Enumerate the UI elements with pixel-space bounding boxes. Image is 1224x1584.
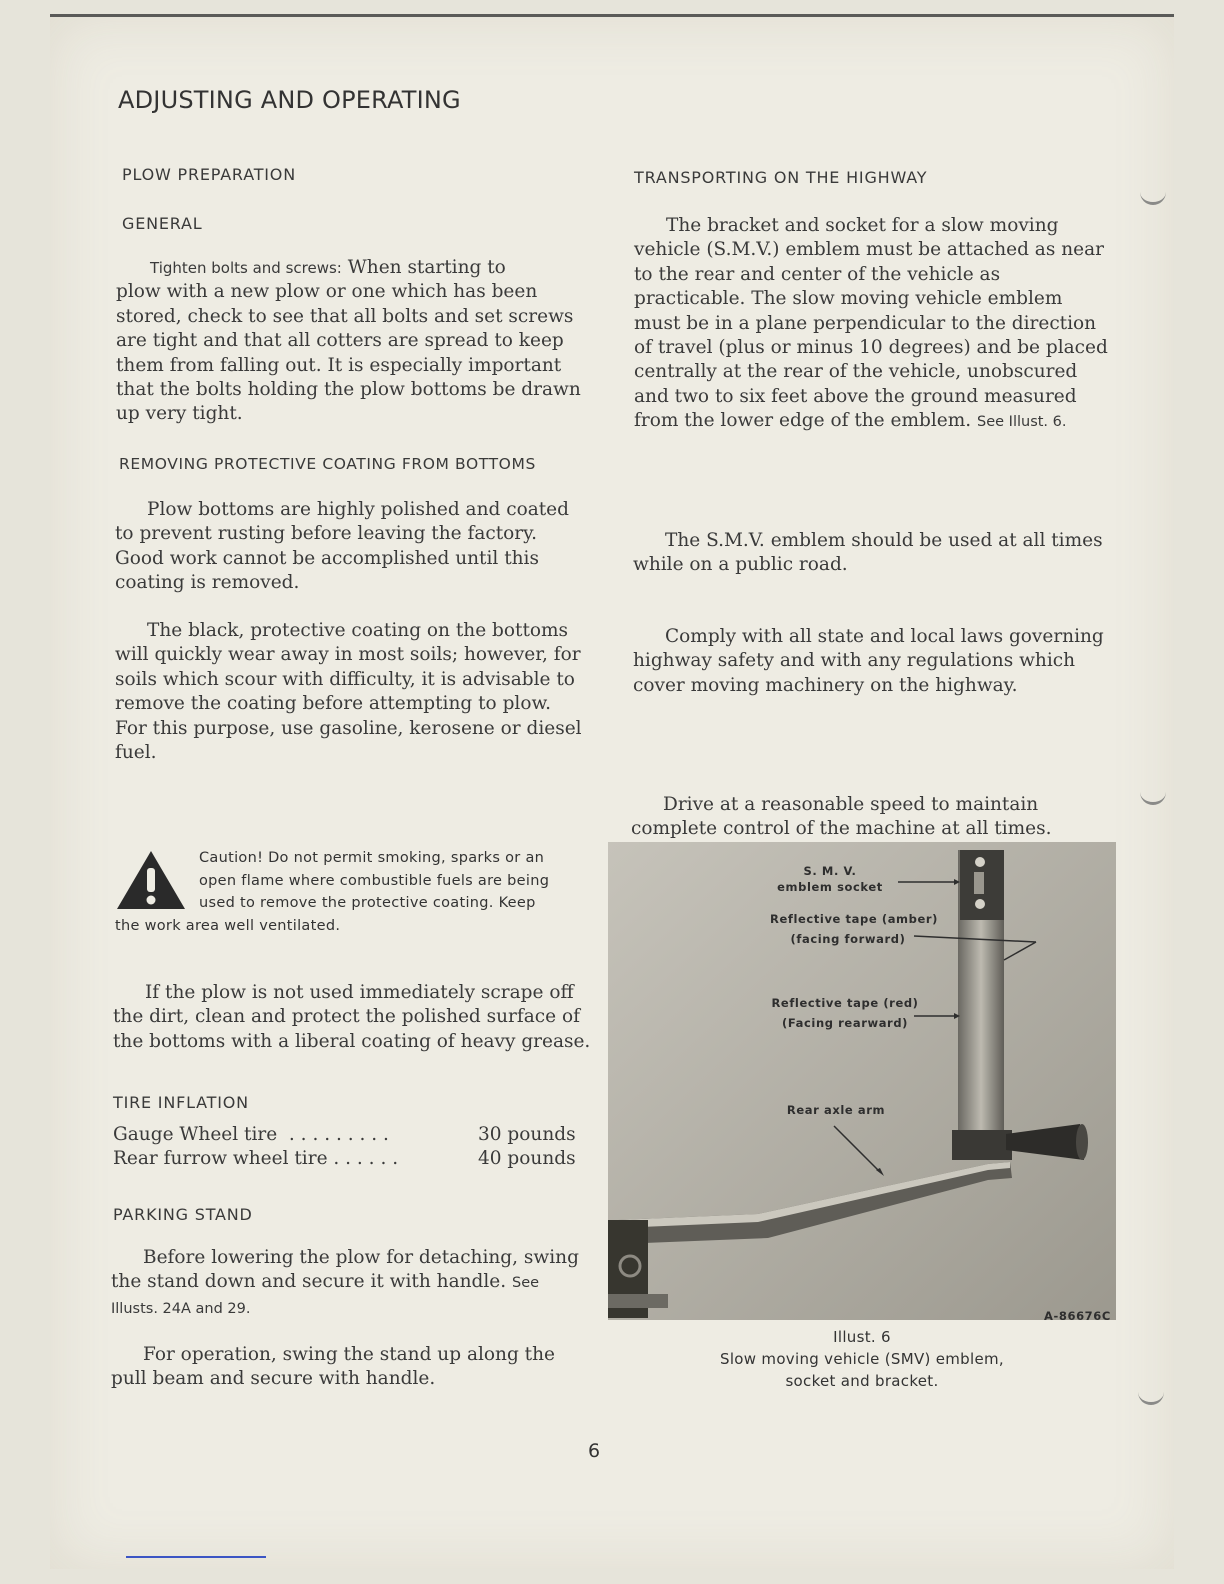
red-tape-label: Reflective tape (red)	[771, 996, 919, 1010]
parking-text: Before lowering the plow for detaching, swing the stand down and secure it with handle.	[111, 1247, 579, 1293]
smv-photo	[608, 842, 1116, 1320]
caution-line: open flame where combustible fuels are being	[199, 872, 550, 889]
amber-tape-label: Reflective tape (amber)	[769, 912, 939, 926]
tire-label: Rear furrow wheel tire . . . . . .	[113, 1148, 399, 1169]
red-tape-label: (Facing rearward)	[781, 1016, 909, 1030]
parking-paragraph-1	[111, 1246, 581, 1321]
caution-line: the work area well ventilated.	[115, 917, 341, 934]
smv-socket-label: emblem socket	[777, 880, 883, 894]
tire-row	[113, 1148, 583, 1172]
removing-paragraph-2: The black, protective coating on the bottoms will quickly wear away in most soils; however, for soils which scour with difficulty, it is advisable to remove the coating before attempting to plow. For this purpose, use gasoline, kerosene or diesel fuel.	[115, 620, 582, 764]
transport-paragraph-4: Drive at a reasonable speed to maintain complete control of the machine at all times.	[631, 794, 1052, 840]
general-text: plow with a new plow or one which has been stored, check to see that all bolts and set screws are tight and that all cotters are spread to keep them from falling out. It is especially important that the bolts holding the plow bottoms be drawn up very tight.	[116, 281, 581, 425]
tire-inflation-heading: TIRE INFLATION	[113, 1093, 249, 1112]
transport-illust-ref: See Illust. 6.	[977, 414, 1067, 431]
caution-line: used to remove the protective coating. Keep	[199, 895, 536, 911]
page-number: 6	[588, 1440, 601, 1462]
tire-row	[113, 1124, 583, 1148]
parking-paragraph-2: For operation, swing the stand up along the pull beam and secure with handle.	[111, 1344, 555, 1390]
general-lead: Tighten bolts and screws:	[150, 259, 342, 277]
caption-line: socket and bracket.	[785, 1372, 939, 1390]
transport-text: The bracket and socket for a slow moving vehicle (S.M.V.) emblem must be attached as near to the rear and center of the vehicle as practicable. The slow moving vehicle emblem must be in a plane perpendicular to the direction of travel (plus or minus 10 degrees) and be placed centrally at the rear of the vehicle, unobscured and two to six feet above the ground measured from the lower edge of the emblem.	[634, 215, 1108, 432]
amber-tape-label: (facing forward)	[790, 932, 906, 946]
general-text-first: When starting to	[347, 257, 506, 278]
smv-illustration	[608, 842, 1116, 1320]
transport-paragraph-3: Comply with all state and local laws governing highway safety and with any regulations which cover moving machinery on the highway.	[633, 626, 1104, 696]
removing-paragraph-1: Plow bottoms are highly polished and coated to prevent rusting before leaving the factory. Good work cannot be accomplished until this coating is removed.	[115, 499, 569, 594]
figure-caption	[608, 1326, 1116, 1392]
bottom-rule	[126, 1556, 266, 1558]
caption-illust-number: Illust. 6	[833, 1328, 891, 1346]
plow-preparation-heading: PLOW PREPARATION	[122, 165, 296, 184]
transporting-heading: TRANSPORTING ON THE HIGHWAY	[634, 168, 928, 187]
scrape-paragraph: If the plow is not used immediately scrape off the dirt, clean and protect the polished surface of the bottoms with a liberal coating of heavy grease.	[113, 982, 591, 1052]
transport-paragraph-1	[634, 214, 1108, 435]
tire-value: 30 pounds	[478, 1124, 576, 1145]
caution-line: Caution! Do not permit smoking, sparks or an	[199, 850, 545, 866]
general-heading: GENERAL	[122, 214, 203, 233]
tire-value: 40 pounds	[478, 1148, 576, 1169]
removing-coating-heading: REMOVING PROTECTIVE COATING FROM BOTTOMS	[119, 455, 536, 473]
tire-label: Gauge Wheel tire . . . . . . . . .	[113, 1124, 389, 1145]
parking-illust-ref: See Illusts. 24A and 29.	[111, 1275, 540, 1317]
caption-line: Slow moving vehicle (SMV) emblem,	[720, 1350, 1004, 1368]
general-paragraph	[116, 256, 586, 427]
page-title: ADJUSTING AND OPERATING	[118, 86, 461, 114]
tire-inflation-table	[113, 1124, 583, 1172]
part-number: A-86676C	[1044, 1309, 1111, 1320]
caution-text	[115, 847, 585, 937]
parking-stand-heading: PARKING STAND	[113, 1205, 253, 1224]
smv-socket-label: S. M. V.	[803, 864, 857, 878]
transport-paragraph-2: The S.M.V. emblem should be used at all times while on a public road.	[633, 530, 1103, 576]
rear-axle-arm-label: Rear axle arm	[786, 1103, 886, 1117]
